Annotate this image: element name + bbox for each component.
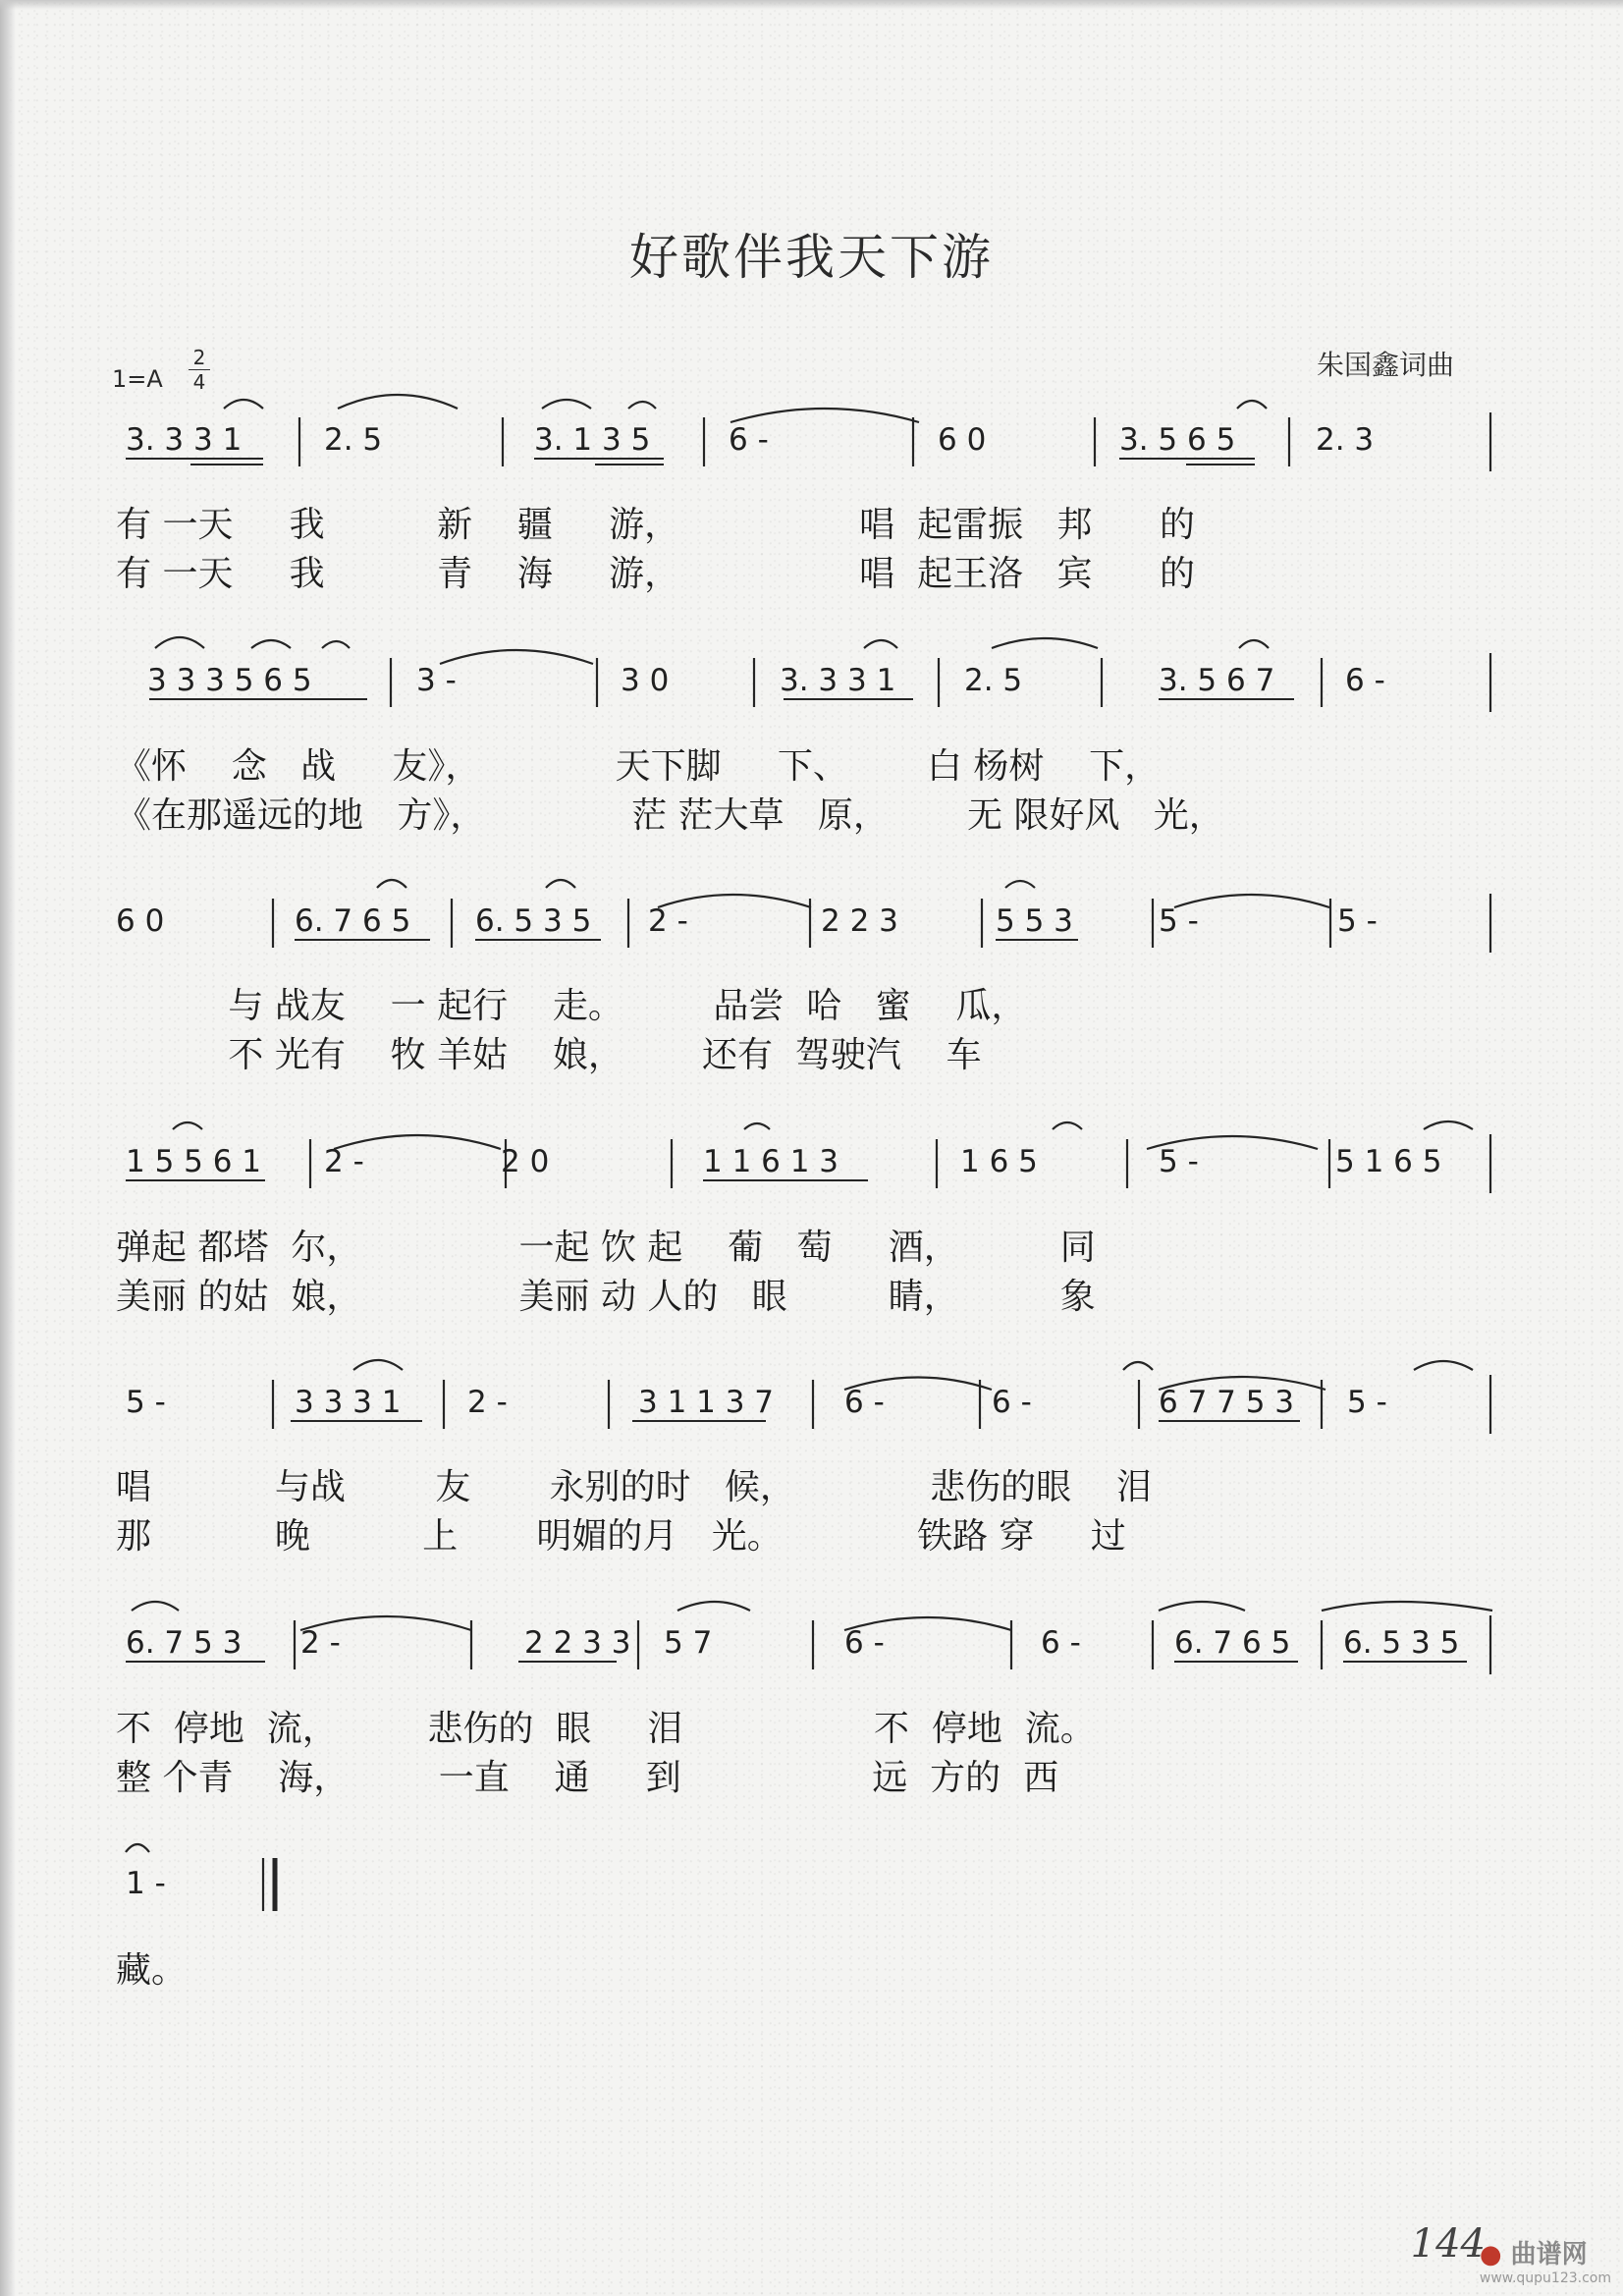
measure-notes: 2. 5 [324,422,383,458]
measure-notes: 6 0 [116,903,165,939]
time-sig-denominator: 4 [189,369,210,394]
lyric-verse-1: 不 停地 流， 悲伤的 眼 泪 不 停地 流。 [116,1709,1096,1749]
measure-notes: 3 3 3 1 [295,1385,402,1420]
measure-notes: 6. 5 3 5 [475,903,592,939]
lyric-verse-2: 整 个青 海， 一直 通 到 远 方的 西 [116,1758,1059,1798]
measure-notes: 3. 5 6 5 [1119,422,1236,458]
measure-notes: 6 7 7 5 3 [1159,1385,1295,1420]
measure-notes: 2 2 3 [821,903,898,939]
measure-notes: 3 - [416,663,457,698]
measure-notes: 2 - [648,903,688,939]
lyric-verse-2: 有 一天 我 青 海 游， 唱 起王洛 宾 的 [116,554,1196,594]
measure-notes: 5 - [1337,903,1378,939]
measure-notes: 3 0 [621,663,670,698]
measure-notes: 6 - [729,422,769,458]
lyric-verse-2: 不 光有 牧 羊姑 娘， 还有 驾驶汽 车 [116,1035,982,1075]
measure-notes: 6 - [844,1385,885,1420]
measure-notes: 3. 3 3 1 [126,422,243,458]
measure-notes: 1 1 6 1 3 [703,1144,839,1179]
lyric-verse-1: 藏。 [116,1950,188,1991]
lyric-verse-2: 那 晚 上 明媚的月 光。 铁路 穿 过 [116,1516,1126,1557]
song-title: 好歌伴我天下游 [629,229,994,286]
measure-notes: 2. 5 [964,663,1023,698]
measure-notes: 1 - [126,1866,166,1901]
lyric-verse-2: 美丽 的姑 娘， 美丽 动 人的 眼 睛， 象 [116,1277,1096,1317]
measure-notes: 2 0 [501,1144,550,1179]
measure-notes: 3. 5 6 7 [1159,663,1275,698]
measure-notes: 5 - [1159,903,1199,939]
measure-notes: 5 5 3 [996,903,1073,939]
measure-notes: 2 - [300,1625,341,1661]
measure-notes: 6 - [1041,1625,1081,1661]
watermark-url: www.qupu123.com [1479,2270,1611,2286]
watermark-logo-icon: ● [1479,2240,1502,2269]
lyric-verse-2: 《在那遥远的地 方》， 茫 茫大草 原， 无 限好风 光， [116,795,1224,836]
measure-notes: 3. 3 3 1 [780,663,896,698]
lyric-verse-1: 《怀 念 战 友》， 天下脚 下、 白 杨树 下， [116,746,1161,787]
measure-notes: 6. 7 5 3 [126,1625,243,1661]
composer-credit: 朱国鑫词曲 [1316,349,1454,381]
measure-notes: 2 - [324,1144,364,1179]
lyric-verse-1: 弹起 都塔 尔， 一起 饮 起 葡 萄 酒， 同 [116,1228,1096,1268]
measure-notes: 5 - [1347,1385,1387,1420]
page-number: 144 [1410,2221,1486,2267]
measure-notes: 1 6 5 [960,1144,1038,1179]
lyric-verse-1: 有 一天 我 新 疆 游， 唱 起雷振 邦 的 [116,505,1196,545]
lyric-verse-1: 唱 与战 友 永别的时 候， 悲伤的眼 泪 [116,1467,1152,1507]
measure-notes: 6 0 [938,422,987,458]
measure-notes: 6. 7 6 5 [295,903,411,939]
measure-notes: 2. 3 [1316,422,1375,458]
site-watermark [1480,2234,1611,2286]
notation-rows [116,422,1459,1901]
time-sig-numerator: 2 [192,346,206,369]
barlines [263,412,1490,1911]
measure-notes: 6 - [844,1625,885,1661]
lyric-verse-1: 与 战友 一 起行 走。 品尝 哈 蜜 瓜， [116,986,1027,1026]
measure-notes: 6 - [992,1385,1032,1420]
measure-notes: 5 - [126,1385,166,1420]
measure-notes: 2 - [467,1385,508,1420]
measure-notes: 3 1 1 3 7 [638,1385,775,1420]
measure-notes: 6. 7 6 5 [1174,1625,1291,1661]
measure-notes: 6 - [1345,663,1385,698]
measure-notes: 2 2 3 3 [524,1625,631,1661]
measure-notes: 6. 5 3 5 [1343,1625,1460,1661]
watermark-text: 曲谱网 [1510,2240,1588,2269]
measure-notes: 5 - [1159,1144,1199,1179]
measure-notes: 5 1 6 5 [1335,1144,1442,1179]
measure-notes: 5 7 [664,1625,713,1661]
measure-notes: 3. 1 3 5 [534,422,651,458]
measure-notes: 3 3 3 5 6 5 [147,663,312,698]
measure-notes: 1 5 5 6 1 [126,1144,262,1179]
key-signature: 1=A [112,365,163,393]
